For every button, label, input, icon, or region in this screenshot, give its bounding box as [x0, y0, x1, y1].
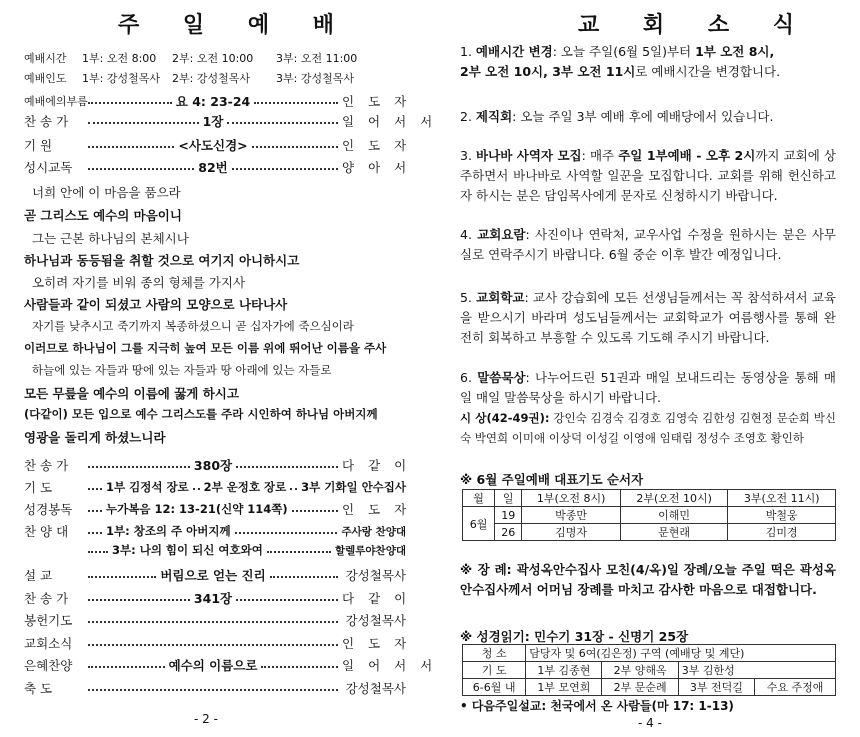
service-time-1: 1부: 오전 8:00	[82, 52, 157, 65]
responsive-line-2: 곧 그리스도 예수의 마음이니	[24, 208, 182, 223]
order-grace-song: 은혜찬양 예수의 이름으로 일 어 서 서	[24, 658, 438, 673]
right-title: 교 회 소 식	[578, 13, 812, 38]
poem-award: 시 상(42-49권): 강인숙 김경숙 김경호 김영숙 김한성 김현정 문순희 박신숙 박연희 이미애 이상덕 이성길 이영애 임태림 정성수 조영호 황인하	[460, 411, 837, 445]
notice-4: 4. 교회요람: 사진이나 연락처, 교우사업 수정을 원하시는 분은 사무실로 연락주시기 바랍니다. 6월 중순 이후 발간 예정입니다.	[460, 227, 836, 262]
order-benediction: 축 도 강성철목사	[24, 681, 406, 696]
table-row: 기 도 1부 김종현 2부 양해옥 3부 김한성	[463, 662, 836, 679]
notice-1: 1. 예배시간 변경: 오늘 주일(6월 5일)부터 1부 오전 8시, 2부 오전 10시, 3부 오전 11시로 예배시간을 변경합니다.	[460, 44, 781, 79]
responsive-line-4: 하나님과 동등됨을 취할 것으로 여기지 아니하시고	[24, 253, 300, 268]
responsive-line-11: (다같이) 모든 입으로 예수 그리스도를 주라 시인하여 하나님 아버지께	[24, 407, 378, 421]
responsive-line-3: 그는 근본 하나님의 본체시나	[32, 231, 189, 246]
duty-table	[462, 644, 836, 696]
prayer-order-table	[462, 489, 836, 541]
prayer-order-heading: ※ 6월 주일예배 대표기도 순서자	[460, 472, 644, 487]
responsive-line-8: 이러므로 하나님이 그를 지극히 높여 모든 이름 위에 뛰어난 이름을 주사	[24, 341, 387, 355]
order-choir-1: 찬 양 대 1부: 창조의 주 아버지께 주사랑 찬양대	[24, 524, 406, 539]
table-row: 26 김명자 문현래 김미경	[463, 524, 836, 541]
service-time-label: 예배시간	[24, 52, 67, 65]
order-hymn-3: 찬 송 가 341장 다 같 이	[24, 591, 412, 606]
responsive-line-7: 자기를 낮추시고 죽기까지 복종하셨으니 곧 십자가에 죽으심이라	[32, 319, 354, 333]
right-page	[430, 0, 860, 737]
table-row: 청 소 담당자 및 6여(김은정) 구역 (예배당 및 계단)	[463, 645, 836, 662]
order-choir-3: 3부: 나의 힘이 되신 여호와여 할렐루야찬양대	[24, 541, 406, 559]
funeral-notice: ※ 장 례: 곽성옥안수집사 모친(4/옥)일 장례/오늘 주일 떡은 곽성옥 안수집사께서 어머님 장례를 마치고 감사한 마음으로 대접합니다.	[460, 562, 836, 597]
order-prayer: 기 도 1부 김정석 장로 2부 운정호 장로 3부 기화일 안수집사	[24, 480, 407, 495]
notice-3: 3. 바나바 사역자 모집: 매주 주일 1부예배 - 오후 2시까지 교회에 상주하면서 바나바로 사역할 일꾼을 모집합니다. 교회를 위해 헌신하고자 하시는 분은 담임목사에게 문자로 신청하시기 바랍니다.	[460, 148, 836, 203]
order-scripture-reading: 성경봉독 누가복음 12: 13-21(신약 114쪽) 인 도 자	[24, 502, 412, 517]
order-hymn-1: 찬 송 가 1장 일 어 서 서	[24, 114, 438, 129]
notice-2: 2. 제직회: 오늘 주일 3부 예배 후에 예배당에서 있습니다.	[460, 109, 774, 124]
left-page-number: - 2 -	[194, 712, 218, 726]
order-hymn-2: 찬 송 가 380장 다 같 이	[24, 458, 412, 473]
order-sermon: 설 교 버림으로 얻는 진리 강성철목사	[24, 568, 406, 583]
table-row: 6-6월 내 1부 모연희 2부 문순례 3부 전덕길 수요 주정애	[463, 679, 836, 696]
preacher-1: 1부: 강성철목사	[82, 72, 160, 85]
notice-5: 5. 교회학교: 교사 강습회에 모든 선생님들께서는 꼭 참석하셔서 교육을 받으시기 바라며 성도님들께서는 교회학교가 여름행사를 통해 완전히 회복하고 부흥할 수 있도록 기도해 주시기 바랍니다.	[460, 290, 836, 345]
preacher-2: 2부: 강성철목사	[172, 72, 250, 85]
responsive-line-1: 너희 안에 이 마음을 품으라	[32, 185, 181, 200]
responsive-line-9: 하늘에 있는 자들과 땅에 있는 자들과 땅 아래에 있는 자들로	[32, 363, 332, 377]
order-responsive-reading: 성시교독 82번 양 아 서	[24, 160, 412, 175]
responsive-line-10: 모든 무릎을 예수의 이름에 꿇게 하시고	[24, 386, 239, 401]
responsive-line-12: 영광을 돌리게 하셨느니라	[24, 430, 166, 445]
order-church-news: 교회소식 인 도 자	[24, 636, 412, 651]
order-offering-prayer: 봉헌기도 강성철목사	[24, 613, 406, 628]
service-times-row	[24, 50, 414, 64]
order-invocation: 기 원 <사도신경> 인 도 자	[24, 138, 412, 153]
bible-reading-heading: ※ 성경읽기: 민수기 31장 - 신명기 25장	[460, 629, 689, 644]
next-sermon: • 다음주일설교: 천국에서 온 사람들(마 17: 1-13)	[460, 699, 734, 713]
left-title: 주 일 예 배	[118, 13, 352, 38]
table-row: 6월 19 박종만 이해민 박철웅	[463, 507, 836, 524]
right-page-number: - 4 -	[638, 716, 662, 730]
service-time-3: 3부: 오전 11:00	[276, 52, 358, 65]
table-row: 월 일 1부(오전 8시) 2부(오전 10시) 3부(오전 11시)	[463, 490, 836, 507]
service-time-2: 2부: 오전 10:00	[172, 52, 254, 65]
preacher-3: 3부: 강성철목사	[276, 72, 354, 85]
preacher-label: 예배인도	[24, 72, 67, 85]
preachers-row	[24, 70, 414, 84]
responsive-line-5: 오히려 자기를 비워 종의 형체를 가지사	[32, 275, 246, 290]
order-call-to-worship: 예배에의부름 요 4: 23-24 인 도 자	[24, 94, 412, 109]
responsive-line-6: 사람들과 같이 되셨고 사람의 모양으로 나타나사	[24, 297, 288, 312]
notice-6: 6. 말씀묵상: 나누어드린 51권과 매일 보내드리는 동영상을 통해 매일 매일 말씀묵상을 하시기 바랍니다.	[460, 370, 836, 405]
